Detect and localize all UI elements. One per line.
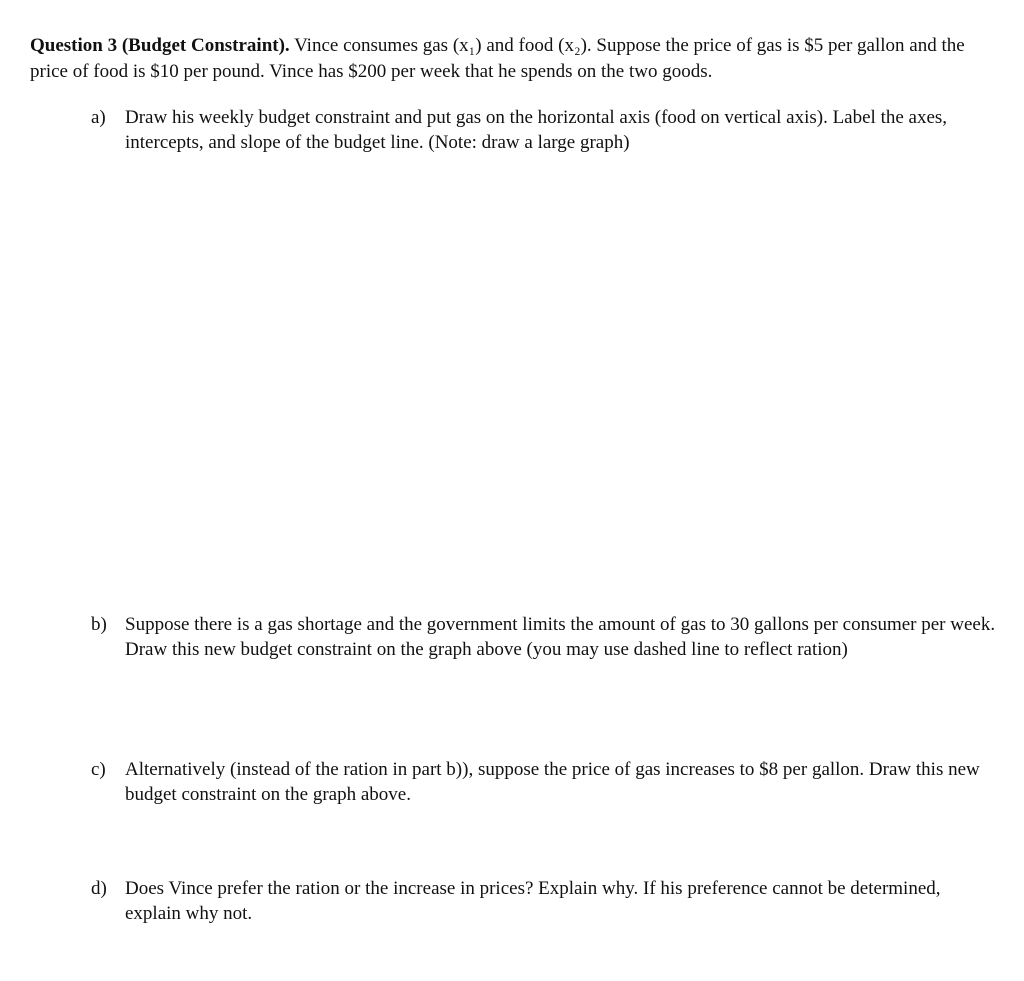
part-d-marker: d)	[91, 878, 107, 899]
part-b	[91, 612, 1001, 662]
part-c	[91, 757, 1001, 807]
part-d	[91, 876, 1001, 926]
part-a	[91, 105, 1001, 155]
part-d-text: Does Vince prefer the ration or the increase in prices? Explain why. If his preference cannot be determined, explain why not.	[125, 878, 941, 924]
part-a-text: Draw his weekly budget constraint and put gas on the horizontal axis (food on vertical axis). Label the axes, intercepts, and slope of the budget line. (Note: draw a large graph)	[125, 107, 948, 153]
part-c-marker: c)	[91, 759, 106, 780]
part-c-text: Alternatively (instead of the ration in part b)), suppose the price of gas increases to $8 per gallon. Draw this new budget constraint on the graph above.	[125, 759, 980, 805]
graph-answer-space	[91, 165, 991, 595]
part-b-text: Suppose there is a gas shortage and the government limits the amount of gas to 30 gallons per consumer per week. Draw this new budget constraint on the graph above (you may use dashed line to reflect ration)	[125, 614, 996, 660]
part-a-marker: a)	[91, 107, 106, 128]
question-intro	[30, 33, 1000, 85]
question-intro-text: Vince consumes gas (x₁) and food (x₂). Suppose the price of gas is $5 per gallon and the price of food is $10 per pound. Vince has $200 per week that he spends on the two goods.	[30, 35, 965, 82]
part-b-marker: b)	[91, 614, 107, 635]
question-title: Question 3 (Budget Constraint).	[30, 35, 290, 56]
